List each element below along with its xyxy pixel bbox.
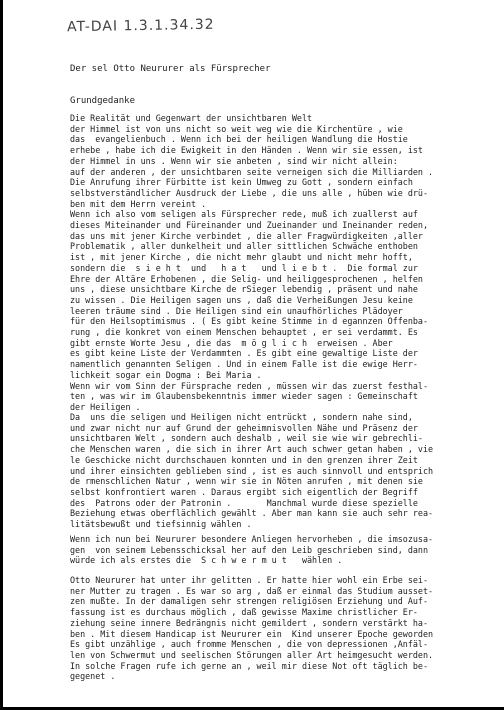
text-line: ist , mit jener Kirche , die nicht mehr glaubt und nicht mehr hofft, bbox=[70, 252, 413, 263]
text-line: Da uns die seligen und Heiligen nicht entrückt , sondern nahe sind, bbox=[70, 412, 413, 422]
text-line: Problematik , aller dunkelheit und aller sittlichen Schwäche enthoben bbox=[70, 241, 418, 252]
text-line: es gibt keine Liste der Verdammten . Es gibt eine gewaltige Liste der bbox=[70, 348, 418, 359]
text-line: ten , was wir im Glaubensbekenntnis immer wieder sagen : Gemeinschaft bbox=[70, 391, 418, 402]
text-line: len von Schwermut und seelischen Störungen aller Art heimgesucht werden. bbox=[70, 649, 434, 660]
text-line: des Patrons oder der Patronin . Manchmal wurde diese spezielle bbox=[70, 497, 418, 508]
paragraph-block-3 bbox=[70, 534, 500, 566]
text-line: auf der anderen , der unsichtbaren seite verneigen sich die Milliarden . bbox=[70, 166, 434, 177]
text-line: ziehung seine innere Bedrängnis nicht gemildert , sondern verstärkt ha- bbox=[70, 617, 428, 628]
text-line: für den Heilsoptimismus . ( Es gibt keine Stimme in d egannzen Offenba- bbox=[70, 316, 428, 327]
text-line: Es gibt unzählige , auch fromme Menschen , die von depressionen ,Anfäl- bbox=[70, 639, 428, 650]
text-line: Wenn ich nun bei Neururer besondere Anliegen hervorheben , die imsozusa- bbox=[70, 534, 434, 544]
text-line: unsichtbaren Welt , sondern auch deshalb , weil sie wie wir gebrechli- bbox=[70, 433, 423, 444]
text-line: ner Mutter zu tragen . Es war so arg , daß er einmal das Studium ausset- bbox=[70, 585, 434, 596]
text-line: rung , die konkret von einem Menschen behauptet , er sei verdammt. Es bbox=[70, 327, 418, 338]
text-line: litätsbewußt und tiefsinnig wählen . bbox=[70, 519, 252, 530]
text-line: fassung ist es durchaus möglich , daß gewisse Maxime christlicher Er- bbox=[70, 607, 418, 618]
text-line: Ehre der Altäre Erhobenen , die Selig- und heiliggesprochenen , helfen bbox=[70, 273, 423, 284]
text-line: ben . Mit diesem Handicap ist Neururer ein Kind unserer Epoche geworden bbox=[70, 628, 434, 639]
text-line: de rmenschlichen Natur , wenn wir sie in Nöten anrufen , mit denen sie bbox=[70, 476, 423, 487]
text-line: lichkeit sogar ein Dogma : Bei Maria . bbox=[70, 369, 262, 380]
text-line: selbst konfrontiert waren . Daraus ergibt sich eigentlich der Begriff bbox=[70, 486, 418, 497]
text-line: ben mit dem Herrn vereint . bbox=[70, 198, 207, 209]
paragraph-block-1 bbox=[70, 113, 500, 413]
text-line: und ihrer einsichten geblieben sind , ist es auch sinnvoll und entsprich bbox=[70, 465, 434, 476]
text-line: würde ich als erstes die S c h w e r m u t wählen . bbox=[70, 555, 343, 566]
text-line: Wenn wir vom Sinn der Fürsprache reden , müssen wir das zuerst festhal- bbox=[70, 380, 428, 391]
text-line: selbstverständlicher Ausdruck der Liebe , die uns alle , hüben wie drü- bbox=[70, 187, 428, 198]
text-line: Die Anrufung ihrer Fürbitte ist kein Umweg zu Gott , sondern einfach bbox=[70, 177, 413, 188]
document-title: Der sel Otto Neururer als Fürsprecher bbox=[70, 64, 271, 74]
text-line: und zwar nicht nur auf Grund der geheimnisvollen Nähe und Präsenz der bbox=[70, 422, 418, 433]
text-line: das evangelienbuch . Wenn ich bei der heiligen Wandlung die Hostie bbox=[70, 134, 408, 145]
paragraph-block-4 bbox=[70, 575, 500, 682]
archive-stamp: AT-DAI 1.3.1.34.32 bbox=[66, 16, 215, 36]
text-line: gen von seinem Lebensschicksal her auf den Leib geschrieben sind, dann bbox=[70, 544, 428, 555]
text-line: zu wissen . Die Heiligen sagen uns , daß die Verheißungen Jesu keine bbox=[70, 294, 413, 305]
text-line: sondern die s i e h t und h a t und l i e b t . Die formal zur bbox=[70, 262, 418, 273]
text-line: gibt ernste Worte Jesu , die das m ö g l i c h erweisen . Aber bbox=[70, 337, 393, 348]
paragraph-block-2 bbox=[70, 412, 500, 530]
text-line: Wenn ich also vom seligen als Fürsprecher rede, muß ich zuallerst auf bbox=[70, 209, 418, 220]
text-line: uns , diese unsichtbare Kirche de rSieger lebendig , präsent und nahe bbox=[70, 284, 418, 295]
text-line: zen mußte. In der damaligen sehr strengen religiösen Erziehung und Auf- bbox=[70, 596, 428, 607]
text-line: namentlich genannten Seligen . Und in einem Falle ist die ewige Herr- bbox=[70, 359, 418, 370]
text-line: der Heiligen . bbox=[70, 401, 141, 412]
text-line: der Himmel ist von uns nicht so weit weg wie die Kirchentüre , wie bbox=[70, 123, 403, 134]
text-line: Beziehung etwas oberflächlich gewählt . Aber man kann sie auch sehr rea- bbox=[70, 508, 434, 519]
text-line: leeren träume sind . Die Heiligen sind ein unaufhörliches Plädoyer bbox=[70, 305, 403, 316]
text-line: erhebe , habe ich die Ewigkeit in den Händen . Wenn wir sie essen, ist bbox=[70, 145, 423, 156]
text-line: In solche Fragen rufe ich gerne an , weil mir diese Not oft täglich be- bbox=[70, 660, 428, 671]
text-line: das uns mit jener Kirche verbindet , die aller Fragwürdigkeiten ,aller bbox=[70, 230, 423, 241]
text-line: le Geschicke nicht durchschauen konnten und in den grenzen ihrer Zeit bbox=[70, 454, 418, 465]
text-line: gegenet . bbox=[70, 671, 116, 682]
text-line: Die Realität und Gegenwart der unsichtbaren Welt bbox=[70, 113, 313, 123]
text-line: der Himmel in uns . Wenn wir sie anbeten , sind wir nicht allein: bbox=[70, 155, 398, 166]
text-line: Otto Neururer hat unter ihr gelitten . Er hatte hier wohl ein Erbe sei- bbox=[70, 575, 428, 585]
section-heading: Grundgedanke bbox=[70, 96, 136, 106]
text-line: dieses Miteinander und Füreinander und Zueinander und Ineinander reden, bbox=[70, 220, 428, 231]
text-line: che Menschen waren , die sich in ihrer Art auch schwer getan haben , vie bbox=[70, 444, 434, 455]
